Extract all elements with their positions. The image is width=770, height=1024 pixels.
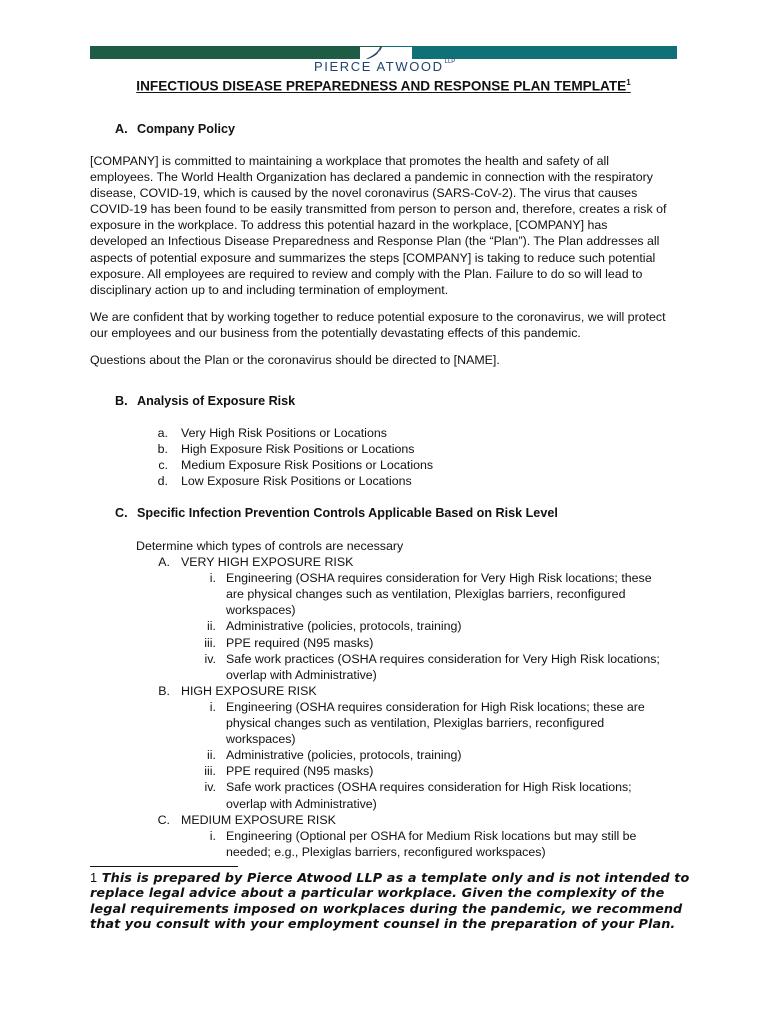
footnote-ref: 1 — [626, 78, 631, 87]
outline-item-marker: i. — [209, 699, 216, 714]
outline-item-text: Administrative (policies, protocols, training) — [226, 748, 462, 763]
outline-item-text: Administrative (policies, protocols, training) — [226, 619, 462, 634]
pierce-atwood-logo — [300, 47, 470, 75]
footnote — [90, 870, 690, 933]
outline-item-text: workspaces) — [226, 603, 296, 618]
outline-item-text: PPE required (N95 masks) — [226, 764, 374, 779]
outline-group-marker: A. — [158, 555, 170, 569]
footnote-line — [90, 870, 690, 886]
footnote-separator — [90, 866, 238, 867]
list-item: Medium Exposure Risk Positions or Locations — [181, 458, 434, 473]
outline-item-marker: iv. — [204, 651, 216, 666]
outline-item-text: are physical changes such as ventilation, Plexiglas barriers, reconfigured — [226, 587, 626, 602]
section-b-title: Analysis of Exposure Risk — [137, 394, 296, 408]
section-a-heading — [115, 122, 235, 136]
logo-mark: LLP — [444, 59, 456, 65]
paragraph-line: aspects of potential exposure and summarizes the steps [COMPANY] is taking to reduce such potential — [90, 250, 656, 265]
section-a-title: Company Policy — [137, 122, 235, 136]
outline-group-marker: C. — [157, 812, 170, 827]
paragraph-line: disease, COVID-19, which is caused by the novel coronavirus (SARS-CoV-2). The virus that causes — [90, 186, 638, 201]
section-c-title: Specific Infection Prevention Controls Applicable Based on Risk Level — [137, 506, 558, 520]
outline-item-marker: ii. — [207, 748, 216, 763]
list-marker: a. — [157, 426, 168, 440]
outline-item-text: Engineering (Optional per OSHA for Medium Risk locations but may still be — [226, 828, 637, 843]
outline-item-text: workspaces) — [226, 732, 296, 747]
confidence-paragraph — [90, 309, 680, 341]
list-marker: b. — [157, 442, 168, 457]
outline-item-text: overlap with Administrative) — [226, 667, 377, 682]
footnote-marker: 1 — [90, 870, 98, 885]
controls-intro: Determine which types of controls are necessary — [136, 539, 404, 553]
section-c-letter: C. — [115, 506, 128, 520]
page-title-text: INFECTIOUS DISEASE PREPAREDNESS AND RESPONSE PLAN TEMPLATE — [136, 78, 627, 94]
paragraph-line: We are confident that by working together to reduce potential exposure to the coronavirus, we will protect — [90, 310, 666, 324]
list-item: Low Exposure Risk Positions or Locations — [181, 474, 412, 489]
paragraph-line: disciplinary action up to and including termination of employment. — [90, 282, 449, 297]
paragraph-line: [COMPANY] is committed to maintaining a workplace that promotes the health and safety of all — [90, 154, 610, 168]
section-b-letter: B. — [115, 394, 128, 408]
paragraph-line: COVID-19 has been found to be easily transmitted from person to person and, therefore, creates a risk of — [90, 202, 667, 217]
page-title — [90, 78, 677, 94]
risk-analysis-list — [0, 425, 770, 495]
footnote-text: This is prepared by Pierce Atwood LLP as a template only and is not intended to — [101, 871, 690, 886]
footnote-text: legal requirements imposed on workplaces during the pandemic, we recommend — [90, 901, 683, 917]
list-item: High Exposure Risk Positions or Locations — [181, 442, 415, 457]
outline-item-marker: iv. — [204, 780, 216, 795]
outline-item-text: PPE required (N95 masks) — [226, 635, 374, 650]
outline-item-marker: i. — [209, 828, 216, 843]
company-policy-paragraph — [90, 153, 680, 298]
list-marker: d. — [157, 474, 168, 489]
outline-item-text: Safe work practices (OSHA requires consideration for Very High Risk locations; — [226, 651, 660, 666]
footnote-text: that you consult with your employment counsel in the preparation of your Plan. — [90, 917, 676, 933]
logo-text: PIERCE $ATWOOD^{LLP}$ — [314, 59, 456, 74]
section-c-heading — [115, 506, 558, 520]
outline-item-marker: iii. — [204, 635, 216, 650]
outline-item-marker: ii. — [207, 619, 216, 634]
list-item: Very High Risk Positions or Locations — [181, 426, 387, 440]
outline-item-marker: iii. — [204, 764, 216, 779]
paragraph-line: exposure in the workplace. To address this potential hazard in the workplace, [COMPANY] has — [90, 218, 608, 233]
outline-item-text: Engineering (OSHA requires consideration for High Risk locations; these are — [226, 699, 645, 714]
outline-item-marker: i. — [209, 571, 216, 586]
questions-paragraph: Questions about the Plan or the coronavirus should be directed to [NAME]. — [90, 353, 500, 367]
outline-item-text: Safe work practices (OSHA requires consideration for High Risk locations; — [226, 780, 632, 795]
footnote-text: replace legal advice about a particular workplace. Given the complexity of the — [90, 886, 665, 902]
outline-item-text: physical changes such as ventilation, Plexiglas barriers, reconfigured — [226, 716, 605, 730]
outline-group-title: VERY HIGH EXPOSURE RISK — [181, 555, 354, 569]
outline-item-text: overlap with Administrative) — [226, 796, 377, 811]
footnote-line — [90, 886, 690, 901]
footnote-line — [90, 917, 690, 932]
outline-group-title: MEDIUM EXPOSURE RISK — [181, 812, 336, 827]
paragraph-line: exposure. All employees are required to review and comply with the Plan. Failure to do so will lead to — [90, 266, 643, 281]
section-a-letter: A. — [115, 122, 128, 136]
paragraph-line: developed an Infectious Disease Preparedness and Response Plan (the “Plan”). The Plan addresses all — [90, 234, 660, 249]
list-marker: c. — [158, 458, 168, 473]
outline-group-marker: B. — [158, 683, 170, 698]
outline-group-title: HIGH EXPOSURE RISK — [181, 683, 317, 698]
paragraph-line: employees. The World Health Organization has declared a pandemic in connection with the respiratory — [90, 170, 653, 185]
footnote-line — [90, 902, 690, 917]
controls-outline — [0, 554, 770, 860]
outline-item-text: Engineering (OSHA requires consideration for Very High Risk locations; these — [226, 571, 652, 586]
paragraph-line: our employees and our business from the potentially devastating effects of this pandemic. — [90, 326, 581, 341]
section-b-heading — [115, 394, 295, 408]
outline-item-text: needed; e.g., Plexiglas barriers, reconfigured workspaces) — [226, 844, 546, 859]
